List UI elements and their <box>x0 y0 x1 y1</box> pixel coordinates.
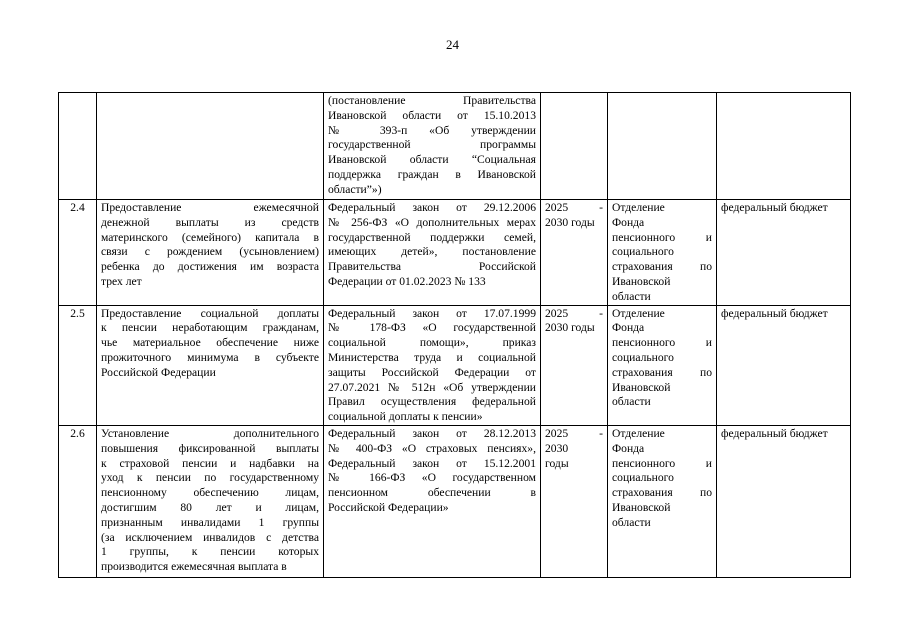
funding-source-cell: федеральный бюджет <box>717 305 851 425</box>
cell-line: пенсионного и <box>612 230 712 244</box>
cell-line: Предоставление ежемесячной <box>101 201 319 214</box>
cell-line: Предоставление социальной доплаты <box>101 306 319 320</box>
cell-line: имеющих детей», постановление <box>328 245 536 259</box>
executor-cell <box>608 305 717 425</box>
cell-line: производится ежемесячная выплата в <box>101 560 287 574</box>
cell-line: области <box>612 289 651 303</box>
table-row <box>59 200 851 306</box>
measure-cell <box>97 425 324 577</box>
cell-line: Федеральный закон от 29.12.2006 <box>328 201 536 214</box>
cell-line: социальной помощи», приказ <box>328 336 536 350</box>
cell-line: социального <box>612 350 674 364</box>
row-number-cell <box>59 93 97 200</box>
cell-line: пенсионного и <box>612 456 712 470</box>
cell-line: социальной доплаты к пенсии» <box>328 410 483 424</box>
table-row <box>59 305 851 425</box>
cell-line: (постановление Правительства <box>328 94 536 107</box>
row-number-cell: 2.6 <box>59 425 97 577</box>
cell-line: Российской Федерации» <box>328 500 449 514</box>
cell-line: Правительства Российской <box>328 260 536 274</box>
cell-line: материнского (семейного) капитала в <box>101 230 319 244</box>
cell-line: трех лет <box>101 274 142 288</box>
cell-line: Министерства труда и социальной <box>328 350 536 364</box>
legal-basis-cell <box>324 200 541 306</box>
cell-line: 2030 годы <box>545 215 595 229</box>
measures-table-body <box>59 93 851 578</box>
table-row <box>59 425 851 577</box>
cell-line: социального <box>612 471 674 485</box>
cell-line: пенсионному обеспечению лицам, <box>101 486 319 500</box>
cell-line: 2025 - <box>545 426 603 440</box>
cell-line: государственной программы <box>328 138 536 152</box>
executor-cell <box>608 200 717 306</box>
row-number-cell: 2.5 <box>59 305 97 425</box>
cell-line: чье материальное обеспечение ниже <box>101 336 319 350</box>
funding-source-cell: федеральный бюджет <box>717 425 851 577</box>
row-number-cell: 2.4 <box>59 200 97 306</box>
cell-line: 1 группы, к пенсии которых <box>101 545 319 559</box>
term-cell <box>541 305 608 425</box>
cell-line: № 178-ФЗ «О государственной <box>328 321 536 335</box>
term-cell <box>541 425 608 577</box>
cell-line: страхования по <box>612 486 712 500</box>
legal-basis-cell <box>324 93 541 200</box>
cell-line: № 256-ФЗ «О дополнительных мерах <box>328 215 536 229</box>
funding-source-cell <box>717 93 851 200</box>
cell-line: Ивановской области “Социальная <box>328 153 536 167</box>
cell-line: (за исключением инвалидов с детства <box>101 530 319 544</box>
cell-line: повышения фиксированной выплаты <box>101 441 319 455</box>
measure-cell <box>97 305 324 425</box>
cell-line: страхования по <box>612 260 712 274</box>
cell-line: 2030 годы <box>545 321 595 335</box>
cell-line: Отделение <box>612 426 665 440</box>
cell-line: 2025 - <box>545 201 603 214</box>
term-cell <box>541 200 608 306</box>
cell-line: Ивановской <box>612 500 671 514</box>
cell-line: 27.07.2021 № 512н «Об утверждении <box>328 380 536 394</box>
cell-line: № 393-п «Об утверждении <box>328 123 536 137</box>
cell-line: социального <box>612 245 674 259</box>
cell-line: Ивановской <box>612 380 671 394</box>
cell-line: достигшим 80 лет и лицам, <box>101 500 319 514</box>
cell-line: 2030 <box>545 441 569 455</box>
cell-line: пенсионного и <box>612 336 712 350</box>
measure-cell <box>97 200 324 306</box>
cell-line: поддержка граждан в Ивановской <box>328 167 536 181</box>
cell-line: денежной выплаты из средств <box>101 215 319 229</box>
cell-line: прожиточного минимума в субъекте <box>101 350 319 364</box>
cell-line: Федерации от 01.02.2023 № 133 <box>328 274 486 288</box>
executor-cell <box>608 93 717 200</box>
cell-line: № 166-ФЗ «О государственном <box>328 471 536 485</box>
cell-line: Федеральный закон от 17.07.1999 <box>328 306 536 320</box>
cell-line: области”») <box>328 182 382 196</box>
page-number: 24 <box>446 37 459 52</box>
legal-basis-cell <box>324 425 541 577</box>
cell-line: Фонда <box>612 321 645 335</box>
cell-line: Российской Федерации <box>101 365 216 379</box>
cell-line: годы <box>545 456 569 470</box>
cell-line: Правил осуществления федеральной <box>328 395 536 409</box>
cell-line: защиты Российской Федерации от <box>328 365 536 379</box>
cell-line: Фонда <box>612 441 645 455</box>
cell-line: № 400-ФЗ «О страховых пенсиях», <box>328 441 536 455</box>
cell-line: пенсионном обеспечении в <box>328 486 536 500</box>
cell-line: связи с рождением (усыновлением) <box>101 245 319 259</box>
cell-line: области <box>612 515 651 529</box>
cell-line: государственной поддержки семей, <box>328 230 536 244</box>
cell-line: 2025 - <box>545 306 603 320</box>
term-cell <box>541 93 608 200</box>
cell-line: Установление дополнительного <box>101 426 319 440</box>
cell-line: признанным инвалидами 1 группы <box>101 515 319 529</box>
executor-cell <box>608 425 717 577</box>
cell-line: Федеральный закон от 28.12.2013 <box>328 426 536 440</box>
measures-table <box>58 92 851 578</box>
cell-line: Отделение <box>612 201 665 214</box>
cell-line: страхования по <box>612 365 712 379</box>
cell-line: Отделение <box>612 306 665 320</box>
cell-line: Федеральный закон от 15.12.2001 <box>328 456 536 470</box>
cell-line: ребенка до достижения им возраста <box>101 260 319 274</box>
cell-line: к пенсии неработающим гражданам, <box>101 321 319 335</box>
cell-line: Фонда <box>612 215 645 229</box>
cell-line: Ивановской <box>612 274 671 288</box>
table-row <box>59 93 851 200</box>
legal-basis-cell <box>324 305 541 425</box>
cell-line: Ивановской области от 15.10.2013 <box>328 108 536 122</box>
cell-line: к страховой пенсии и надбавки на <box>101 456 319 470</box>
cell-line: области <box>612 395 651 409</box>
measure-cell <box>97 93 324 200</box>
cell-line: уход к пенсии по государственному <box>101 471 319 485</box>
funding-source-cell: федеральный бюджет <box>717 200 851 306</box>
